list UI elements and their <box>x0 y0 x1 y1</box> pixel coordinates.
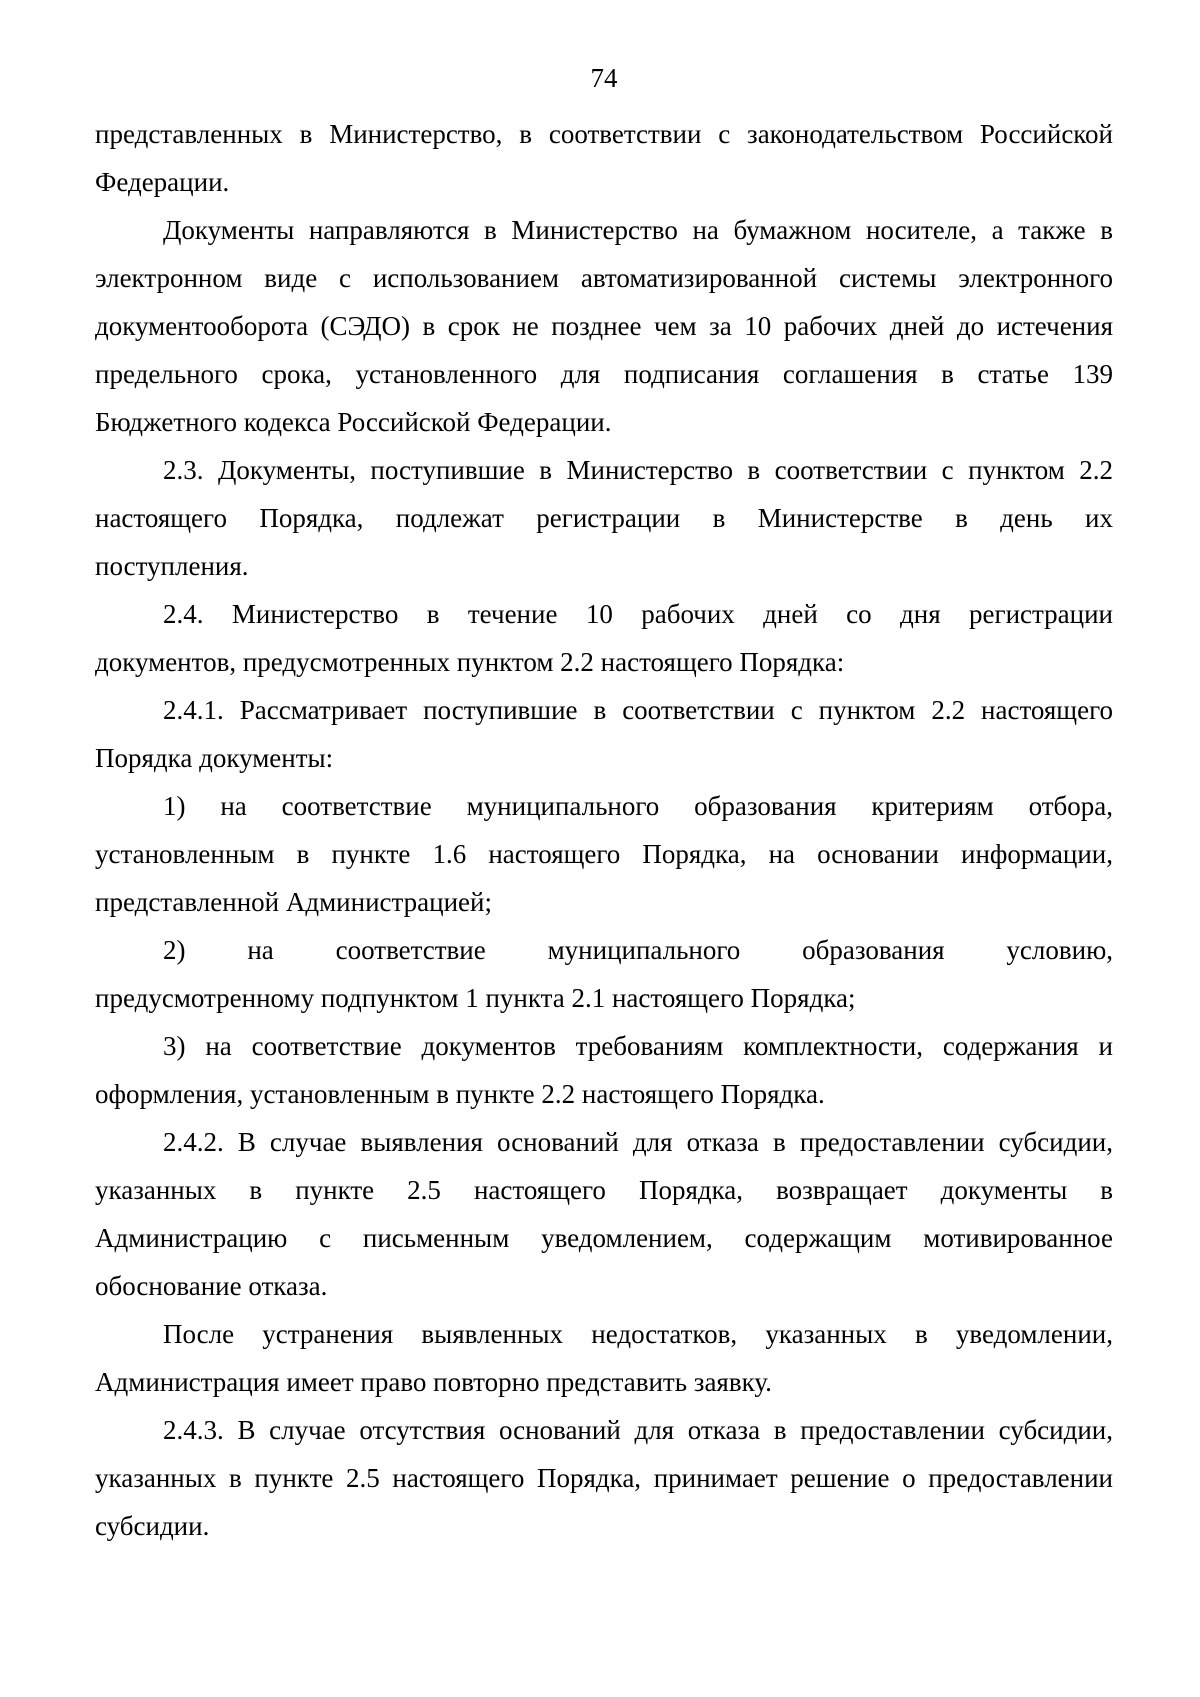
text-line: 2.4.1. Рассматривает поступившие в соответствии с пунктом 2.2 настоящего <box>163 695 1113 725</box>
paragraph <box>95 446 1113 590</box>
text-line: представленных в Министерство, в соответствии с законодательством Российской <box>95 119 1113 149</box>
document-body <box>95 110 1113 1550</box>
paragraph <box>95 590 1113 686</box>
text-line: субсидии. <box>95 1511 210 1541</box>
paragraph <box>95 782 1113 926</box>
text-line: После устранения выявленных недостатков, указанных в уведомлении, <box>163 1319 1113 1349</box>
text-line: документооборота (СЭДО) в срок не позднее чем за 10 рабочих дней до истечения <box>95 311 1113 341</box>
text-line: Администрацию с письменным уведомлением, содержащим мотивированное <box>95 1223 1113 1253</box>
paragraph <box>95 1118 1113 1310</box>
text-line: оформления, установленным в пункте 2.2 настоящего Порядка. <box>95 1079 825 1109</box>
text-line: электронном виде с использованием автоматизированной системы электронного <box>95 263 1113 293</box>
text-line: 1) на соответствие муниципального образования критериям отбора, <box>163 791 1113 821</box>
text-line: указанных в пункте 2.5 настоящего Порядка, принимает решение о предоставлении <box>95 1463 1113 1493</box>
text-line: 2.4.2. В случае выявления оснований для отказа в предоставлении субсидии, <box>163 1127 1113 1157</box>
text-line: 2) на соответствие муниципального образования условию, <box>163 935 1113 965</box>
paragraph <box>95 1310 1113 1406</box>
text-line: Бюджетного кодекса Российской Федерации. <box>95 407 612 437</box>
text-line: Документы направляются в Министерство на бумажном носителе, а также в <box>163 215 1113 245</box>
page-number: 74 <box>590 63 618 93</box>
text-line: 3) на соответствие документов требованиям комплектности, содержания и <box>163 1031 1113 1061</box>
text-line: указанных в пункте 2.5 настоящего Порядка, возвращает документы в <box>95 1175 1113 1205</box>
paragraph <box>95 926 1113 1022</box>
text-line: Порядка документы: <box>95 743 334 773</box>
text-line: обоснование отказа. <box>95 1271 328 1301</box>
text-line: документов, предусмотренных пунктом 2.2 настоящего Порядка: <box>95 647 845 677</box>
paragraph <box>95 686 1113 782</box>
text-line: Федерации. <box>95 167 230 197</box>
text-line: 2.4. Министерство в течение 10 рабочих дней со дня регистрации <box>163 599 1113 629</box>
paragraph <box>95 110 1113 206</box>
text-line: поступления. <box>95 551 249 581</box>
text-line: предусмотренному подпунктом 1 пункта 2.1 настоящего Порядка; <box>95 983 856 1013</box>
paragraph <box>95 206 1113 446</box>
text-line: 2.4.3. В случае отсутствия оснований для отказа в предоставлении субсидии, <box>163 1415 1113 1445</box>
paragraph <box>95 1022 1113 1118</box>
text-line: представленной Администрацией; <box>95 887 492 917</box>
text-line: настоящего Порядка, подлежат регистрации в Министерстве в день их <box>95 503 1113 533</box>
text-line: установленным в пункте 1.6 настоящего Порядка, на основании информации, <box>95 839 1113 869</box>
paragraph <box>95 1406 1113 1550</box>
text-line: 2.3. Документы, поступившие в Министерство в соответствии с пунктом 2.2 <box>163 455 1113 485</box>
text-line: Администрация имеет право повторно представить заявку. <box>95 1367 772 1397</box>
text-line: предельного срока, установленного для подписания соглашения в статье 139 <box>95 359 1113 389</box>
